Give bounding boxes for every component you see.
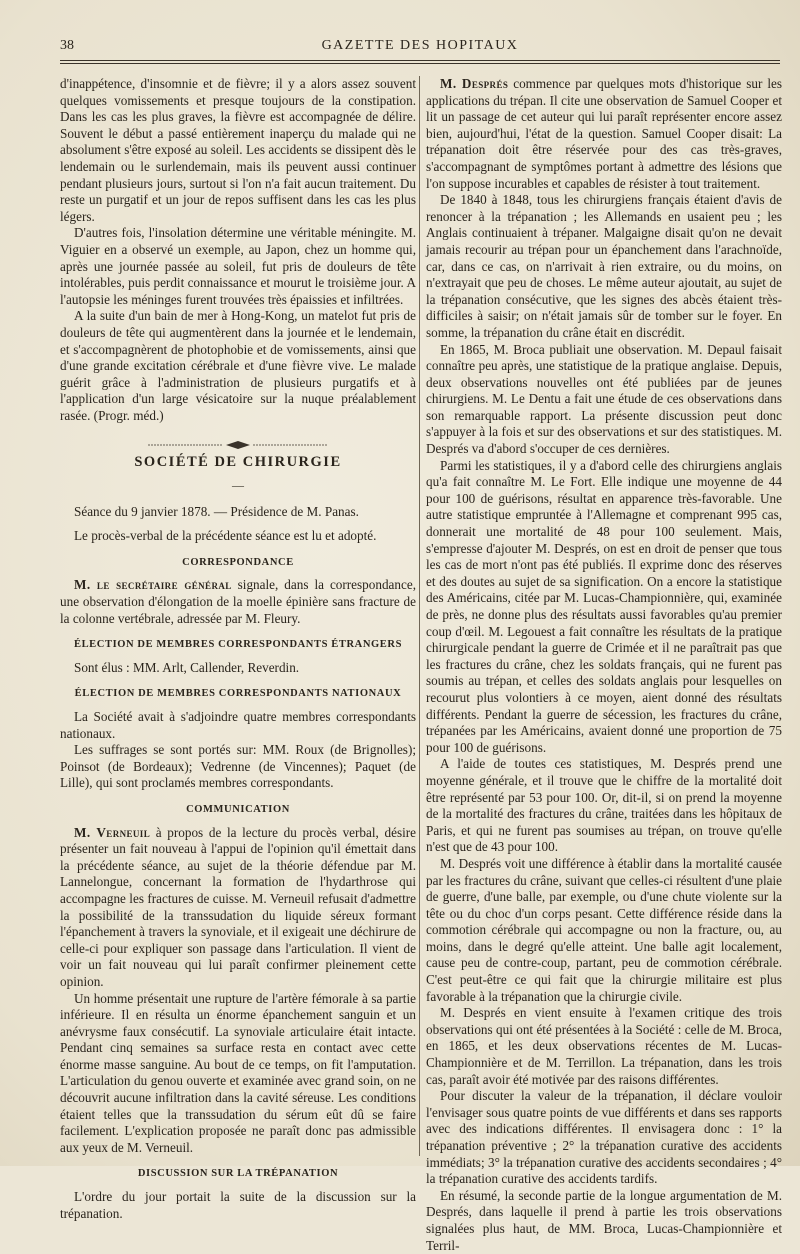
- paragraph: Pour discuter la valeur de la trépanation, il déclare vouloir l'envisager sous quatre points de vue différents et dans ses rapports avec des indications différentes. Il envisagera donc : 1° la trépanation préventive ; 2° la trépanation curative des accidents immédiats; 3° la trépanation curative des accidents secondaires ; 4° la trépanation curative des accidents tardifs.: [426, 1088, 782, 1187]
- paragraph: M. Després en vient ensuite à l'examen critique des trois observations qui ont été présentées à la Société : celle de M. Broca, en 1865, et les deux observations récentes de M. Lucas-Championnière et de M. Terrillon. La trépanation, dans les trois cas, paraît avoir été motivée par des raisons différentes.: [426, 1005, 782, 1087]
- section-ornament: [60, 438, 416, 448]
- subheading: COMMUNICATION: [186, 803, 290, 815]
- paragraph: M. Després commence par quelques mots d'historique sur les applications du trépan. Il cite une observation de Samuel Cooper et lit un passage de cet auteur qui lui paraît représenter encore assez bien, aujourd'hui, l'état de la question. Samuel Cooper disait: La trépanation doit être réservée pour des cas très-graves, s'accompagnant de symptômes portant à admettre des lésions que l'on suppose incurables et capables de résister à tout traitement.: [426, 76, 782, 191]
- paragraph: D'autres fois, l'insolation détermine une véritable méningite. M. Viguier en a observé un exemple, au Japon, chez un homme qui, après une journée passée au soleil, fut pris de douleurs de tête intolérables, puis perdit connaissance et mourut le troisième jour. A l'autopsie les méninges furent trouvées très épaissies et infiltrées.: [60, 225, 416, 307]
- paragraph: M. le secrétaire général signale, dans la correspondance, une observation d'élongation de la moelle épinière sans fracture de la colonne vertébrale, adressée par M. Fleury.: [60, 577, 416, 626]
- column-divider: [419, 76, 420, 1156]
- running-title: GAZETTE DES HOPITAUX: [321, 38, 519, 53]
- paragraph: Les suffrages se sont portés sur: MM. Roux (de Brignolles); Poinsot (de Bordeaux); Vedrenne (de Vincennes); Paquet (de Lille), qui sont proclamés membres correspondants.: [60, 742, 416, 791]
- subheading: DISCUSSION SUR LA TRÉPANATION: [137, 1168, 339, 1180]
- subheading: CORRESPONDANCE: [182, 556, 294, 568]
- paragraph: L'ordre du jour portait la suite de la discussion sur la trépanation.: [60, 1189, 416, 1221]
- paragraph: A l'aide de toutes ces statistiques, M. Després prend une moyenne générale, et il trouve que le chiffre de la mortalité doit être représenté par 53 pour 100. Or, dit-il, si on prend la moyenne de la mortalité des fractures du crâne, traitées dans les hôpitaux de Paris, et qui ne furent pas soumises au trépan, on trouve qu'elle n'est que de 43 pour 100.: [426, 756, 782, 855]
- section-title: SOCIÉTÉ DE CHIRURGIE: [134, 454, 342, 471]
- paragraph: M. Després voit une différence à établir dans la mortalité causée par les fractures du crâne, suivant que celles-ci résultent d'une plaie de guerre, d'une balle, par exemple, ou d'une chute violente sur la tête ou du choc d'un corps pesant. Cette différence réside dans la commotion cérébrale qui accompagne ou non la fracture, ou, au moins, dans le degré qu'elle atteint. Une balle agit localement, cause peu de contre-coup, partant, peu de commotion cérébrale. C'est peut-être ce qui fait que la chirurgie militaire est plus favorable à la trépanation que la chirurgie civile.: [426, 855, 782, 1004]
- right-column: [426, 76, 782, 1254]
- paragraph: M. Verneuil à propos de la lecture du procès verbal, désire présenter un fait nouveau à l'appui de l'opinion qu'il émettait dans la précédente séance, au sujet de la théorie défendue par M. Lannelongue, concernant la formation de l'hydarthrose qui accompagne les fractures de cuisse. M. Verneuil refusait d'admettre la possibilité de la transsudation du liquide séreux formant l'épanchement à travers la synoviale, et il exigeait une déchirure de celle-ci pour expliquer son passage dans l'articulation. Il vient de voir un fait nouveau qui lui paraît confirmer pleinement cette opinion.: [60, 824, 416, 989]
- paragraph: Un homme présentait une rupture de l'artère fémorale à sa partie inférieure. Il en résulta un énorme épanchement sanguin et un anévrysme faux consécutif. La synoviale articulaire était intacte. Pendant cinq semaines sa surface resta en contact avec cette énorme masse sanguine. Au bout de ce temps, on fit l'amputation. L'articulation du genou ouverte et examinée avec grand soin, on ne découvrit aucune infiltration dans la cavité séreuse. Les conditions étaient telles que la transsudation du sérum eût dû se faire facilement. L'explication proposée ne paraît donc pas admissible aux yeux de M. Verneuil.: [60, 990, 416, 1155]
- page-header: [60, 38, 780, 60]
- paragraph: Parmi les statistiques, il y a d'abord celle des chirurgiens anglais qu'a fait connaître M. Le Fort. Elle indique une moyenne de 44 pour 100 de guérisons, résultat en apparence très-favorable. Une autre statistique empruntée à l'Allemagne et comprenant 995 cas, donnerait une mortalité de 48 pour 100 seulement. Mais, s'empresse d'ajouter M. Després, on est en droit de penser que tous les cas de mort n'ont pas été publiés. Il exprime donc des réserves et des doutes au sujet de sa signification. On a encore la statistique des Américains, citée par M. Lucas-Championnière, qui, examinée de près, ne donne plus des résultats aussi favorables qu'au premier coup d'œil. M. Legouest a fait connaître les résultats de la pratique chirurgicale pendant la guerre de Crimée et il ne paraîtrait pas que les fractures du crâne, chez les soldats français, qui ne furent pas soumis au trépan, et celles des soldats anglais pour lesquelles on recourut plus volontiers à ce moyen, aient donné des résultats différents. Pendant la guerre de sécession, les fractures du crâne, trépanées par les Américains, avaient donné une proportion de 75 pour 100 de guérisons.: [426, 457, 782, 755]
- paragraph: En 1865, M. Broca publiait une observation. M. Depaul faisait connaître peu après, une statistique de la pratique anglaise. Depuis, deux observations nouvelles ont été publiées par de jeunes chirurgiens. M. Le Dentu a fait une étude de ces observations dans son remarquable rapport. La présente discussion peut donc s'appuyer à la fois et sur des observations et sur des statistiques. M. Després va d'abord s'occuper de ces dernières.: [426, 341, 782, 457]
- session-line: Séance du 9 janvier 1878. — Présidence de M. Panas.: [74, 503, 359, 519]
- speaker-name: M. Verneuil: [74, 824, 151, 840]
- page-number: 38: [60, 38, 74, 53]
- header-rule: [60, 60, 780, 64]
- speaker-name: M. le secrétaire général: [74, 577, 232, 593]
- paragraph: d'inappétence, d'insomnie et de fièvre; il y a alors assez souvent quelques vomissements et presque toujours de la constipation. Dans les cas les plus graves, la fièvre est accompagnée de délire. Souvent le début a passé entièrement inaperçu du malade qui ne absolument s'être exposé au soleil. Les accidents se dissipent dès le lendemain ou le surlendemain, mais ils peuvent aussi continuer pendant plusieurs jours, surtout si l'on n'a fait aucun traitement. Du reste un purgatif et un jour de repos suffisent dans les cas les plus légers.: [60, 76, 416, 224]
- left-column: [60, 76, 416, 1222]
- speaker-name: M. Després: [440, 76, 509, 91]
- subheading: ÉLECTION DE MEMBRES CORRESPONDANTS NATIONAUX: [74, 688, 402, 700]
- paragraph: De 1840 à 1848, tous les chirurgiens français étaient d'avis de renoncer à la trépanation ; les Allemands en usaient peu ; les Anglais continuaient à trépaner. Malgaigne disait qu'on ne devait jamais recourir au trépan pour un épanchement dans l'arachnoïde, car, dans ce cas, on n'arrivait à rien extraire, ou du moins, on n'extrayait que peu de choses. Le même auteur ajoutait, au sujet de la trépanation consécutive, que les signes des abcès étaient très-difficiles à saisir; on n'était jamais sûr de tomber sur le foyer. En somme, la trépanation du crâne était en discrédit.: [426, 192, 782, 340]
- paragraph: A la suite d'un bain de mer à Hong-Kong, un matelot fut pris de douleurs de tête qui augmentèrent dans la journée et le lendemain, et s'accompagnèrent de photophobie et de vomissements, ainsi que d'une grande excitation cérébrale et d'une fièvre vive. Le malade guérit grâce à l'administration de plusieurs purgatifs et à l'application d'un large vésicatoire sur la nuque préalablement rasée. (Progr. méd.): [60, 308, 416, 423]
- subheading: ÉLECTION DE MEMBRES CORRESPONDANTS ÉTRANGERS: [73, 639, 403, 651]
- paragraph: Sont élus : MM. Arlt, Callender, Reverdin.: [74, 659, 300, 675]
- ornament-rule-icon: [148, 440, 328, 450]
- minutes-line: Le procès-verbal de la précédente séance est lu et adopté.: [74, 528, 377, 544]
- section-dash: —: [232, 478, 244, 493]
- paragraph: En résumé, la seconde partie de la longue argumentation de M. Després, dans laquelle il prend à partie les trois observations signalées plus haut, de MM. Broca, Lucas-Championnière et Terril-: [426, 1187, 782, 1253]
- paragraph: La Société avait à s'adjoindre quatre membres correspondants nationaux.: [60, 709, 416, 741]
